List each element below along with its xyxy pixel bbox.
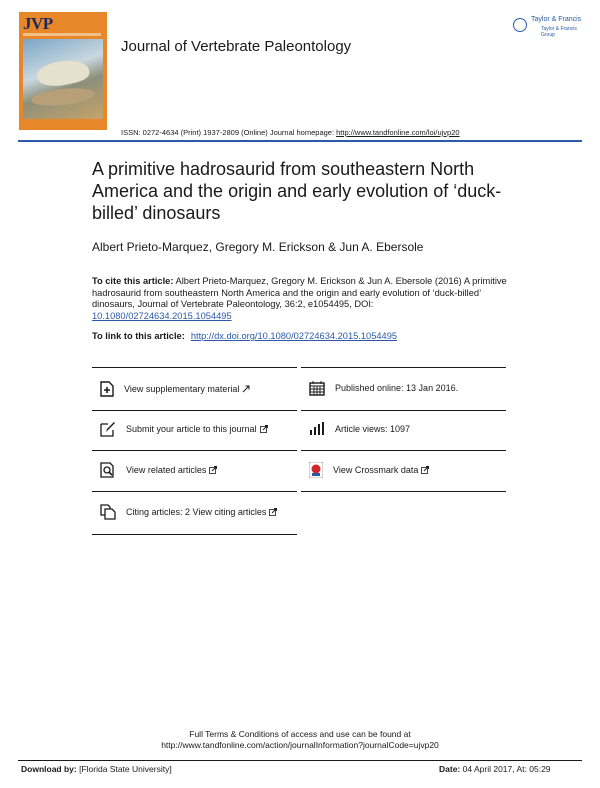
publisher-logo-text: Taylor & Francis <box>531 16 582 23</box>
divider <box>301 367 506 368</box>
submit-article-link[interactable] <box>100 419 268 439</box>
article-title: A primitive hadrosaurid from southeastern North America and the origin and early evolution of ‘duck-billed’ dinosaurs <box>92 159 502 223</box>
bar-chart-icon <box>309 422 325 436</box>
external-link-icon <box>209 466 217 474</box>
article-views <box>309 419 410 439</box>
publisher-logo-subtext: Taylor & Francis Group <box>541 26 577 38</box>
terms-url-link[interactable]: http://www.tandfonline.com/action/journalInformation?journalCode=ujvp20 <box>161 740 439 750</box>
calendar-icon <box>309 380 325 396</box>
header-divider <box>18 140 582 142</box>
divider <box>92 367 297 368</box>
divider <box>301 450 506 451</box>
external-link-icon <box>242 385 250 393</box>
citing-label: Citing articles: 2 View citing articles <box>126 507 267 517</box>
date-label: Date: <box>439 764 461 774</box>
journal-cover-image <box>19 12 107 130</box>
issn-text: ISSN: 0272-4634 (Print) 1937-2809 (Online) Journal homepage: <box>121 128 337 137</box>
published-date <box>309 378 458 398</box>
divider <box>92 410 297 411</box>
related-articles-link[interactable] <box>100 460 217 480</box>
document-plus-icon <box>100 381 114 397</box>
crossmark-link[interactable] <box>309 460 429 480</box>
terms-notice <box>0 729 600 751</box>
footer-divider <box>18 760 582 761</box>
date-value: 04 April 2017, At: 05:29 <box>460 764 551 774</box>
journal-homepage-link[interactable]: http://www.tandfonline.com/loi/ujvp20 <box>336 128 460 137</box>
copy-documents-icon <box>100 504 116 520</box>
terms-line-1: Full Terms & Conditions of access and use can be found at <box>189 729 411 739</box>
cover-logo: JVP <box>23 14 53 33</box>
related-label: View related articles <box>126 465 207 475</box>
cite-label: To cite this article: <box>92 276 174 286</box>
supplementary-label: View supplementary material <box>124 384 240 394</box>
divider <box>92 534 297 535</box>
external-link-icon <box>421 466 429 474</box>
cite-doi-link[interactable]: 10.1080/02724634.2015.1054495 <box>92 310 232 321</box>
downloaded-by <box>21 764 172 774</box>
published-label: Published online: 13 Jan 2016. <box>335 383 459 393</box>
external-link-icon <box>269 508 277 516</box>
edit-icon <box>100 421 116 437</box>
citing-articles-link[interactable] <box>100 502 277 522</box>
publisher-logo-icon <box>513 18 527 32</box>
publisher-logo <box>513 16 585 36</box>
crossmark-label: View Crossmark data <box>333 465 419 475</box>
article-doi-link[interactable]: http://dx.doi.org/10.1080/02724634.2015.1054495 <box>190 331 398 341</box>
issn-line <box>121 128 460 137</box>
citation <box>92 276 512 322</box>
downloaded-label: Download by: <box>21 764 77 774</box>
submit-label: Submit your article to this journal <box>126 424 257 434</box>
crossmark-icon <box>309 462 323 478</box>
divider <box>301 410 506 411</box>
journal-title: Journal of Vertebrate Paleontology <box>121 38 352 55</box>
external-link-icon <box>260 425 268 433</box>
article-authors: Albert Prieto-Marquez, Gregory M. Erickson & Jun A. Ebersole <box>92 240 424 254</box>
article-link <box>92 331 397 341</box>
supplementary-link[interactable] <box>100 379 250 399</box>
divider <box>92 491 297 492</box>
downloaded-value: [Florida State University] <box>76 764 172 774</box>
download-date <box>439 764 551 774</box>
divider <box>301 491 506 492</box>
link-label: To link to this article: <box>92 331 185 341</box>
views-label: Article views: 1097 <box>335 424 411 434</box>
cite-text: Albert Prieto-Marquez, Gregory M. Erickson & Jun A. Ebersole (2016) A primitive hadrosaurid from southeastern North America and the origin and early evolution of ‘duck-billed’ dinosaurs, Journal of Vertebrate Paleontology, 36:2, e1054495, DOI: <box>92 276 507 309</box>
search-document-icon <box>100 462 116 478</box>
divider <box>92 450 297 451</box>
